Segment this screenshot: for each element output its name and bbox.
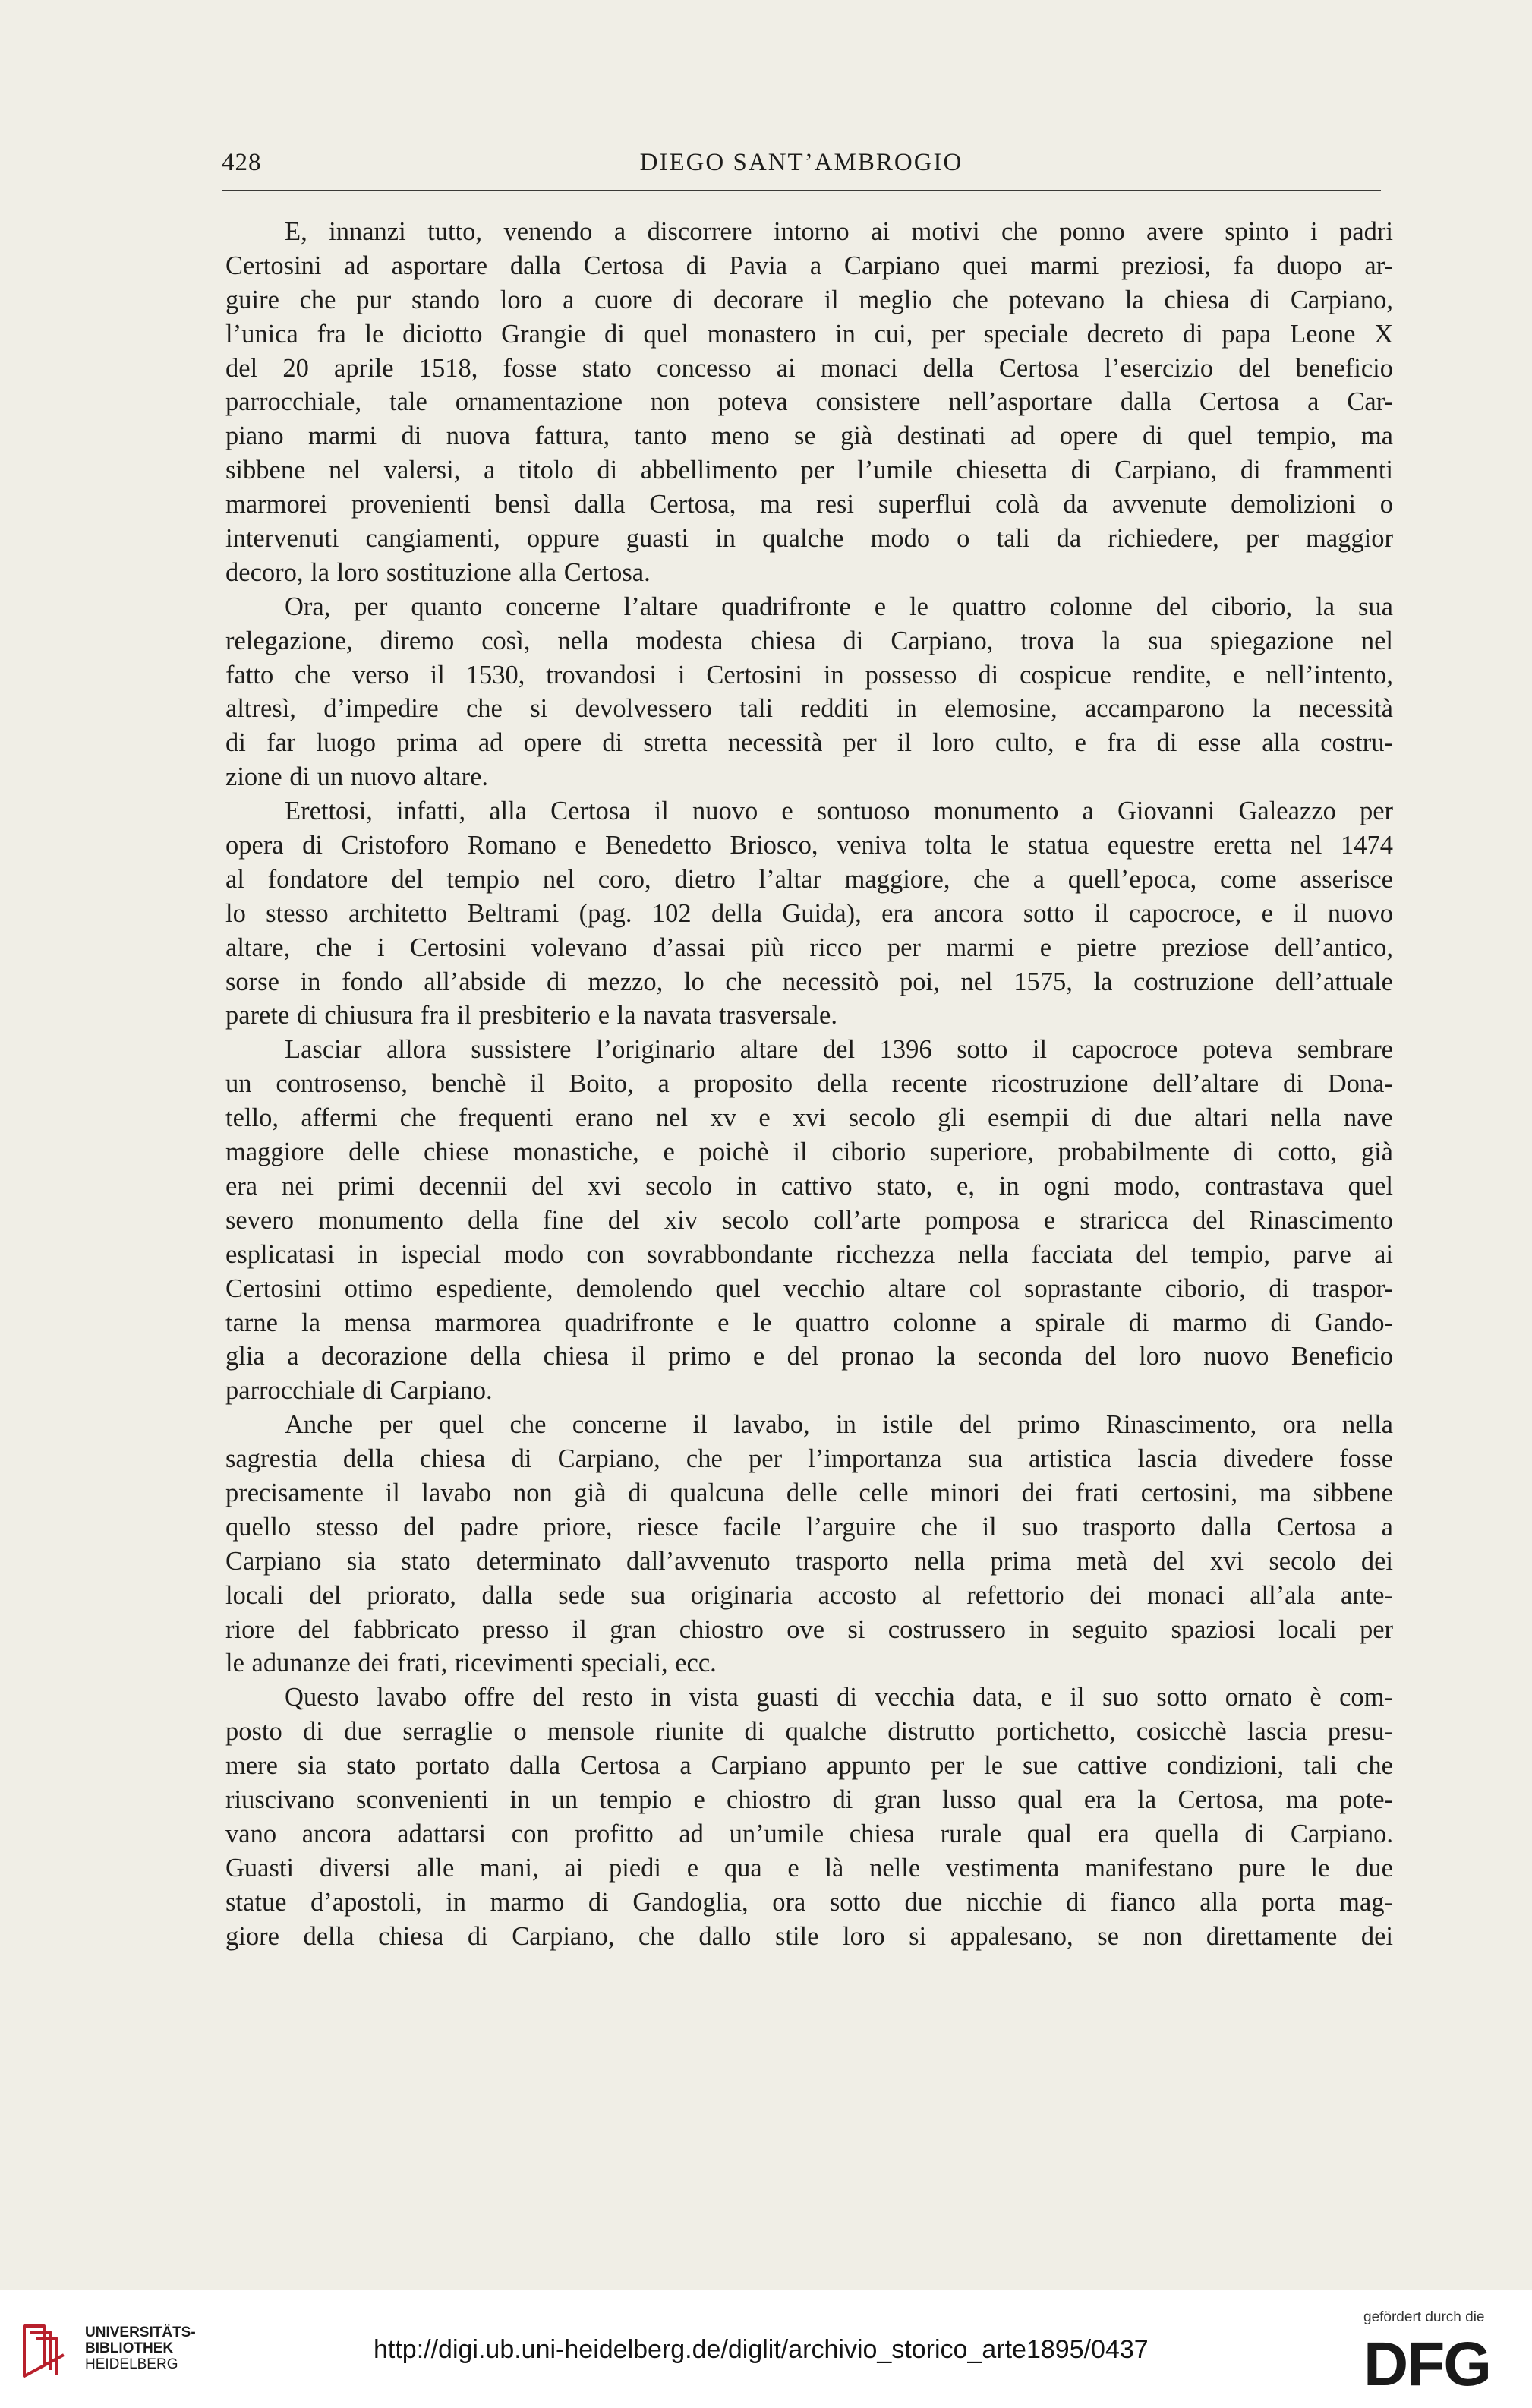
text-line: di far luogo prima ad opere di stretta necessità per il loro culto, e fra di esse alla costru-: [225, 728, 1393, 758]
text-line: piano marmi di nuova fattura, tanto meno se già destinati ad opere di quel tempio, ma: [225, 421, 1393, 451]
text-line: fatto che verso il 1530, trovandosi i Certosini in possesso di cospicue rendite, e nell’intento,: [225, 660, 1393, 690]
text-line: le adunanze dei frati, ricevimenti speciali, ecc.: [225, 1649, 717, 1678]
text-line: sorse in fondo all’abside di mezzo, lo che necessitò poi, nel 1575, la costruzione dell’attuale: [225, 967, 1393, 996]
text-line: quello stesso del padre priore, riesce facile l’arguire che il suo trasporto dalla Certosa a: [225, 1512, 1393, 1542]
text-line: maggiore delle chiese monastiche, e poichè il ciborio superiore, probabilmente di cotto, già: [225, 1138, 1393, 1167]
text-line: marmorei provenienti bensì dalla Certosa, ma resi superflui colà da avvenute demolizioni o: [225, 490, 1393, 519]
text-line: Questo lavabo offre del resto in vista guasti di vecchia data, e il suo sotto ornato è com-: [285, 1683, 1393, 1712]
text-line: parrocchiale di Carpiano.: [225, 1376, 493, 1406]
text-line: Certosini ad asportare dalla Certosa di Pavia a Carpiano quei marmi preziosi, fa duopo ar-: [225, 251, 1393, 280]
body-text: [225, 215, 1393, 1953]
text-line: vano ancora adattarsi con profitto ad un’umile chiesa rurale qual era quella di Carpiano.: [225, 1819, 1393, 1848]
footer-bar: [0, 2290, 1532, 2408]
text-line: guire che pur stando loro a cuore di decorare il meglio che potevano la chiesa di Carpiano,: [225, 285, 1393, 314]
funder-caption: gefördert durch die: [1363, 2309, 1485, 2325]
text-line: mere sia stato portato dalla Certosa a Carpiano appunto per le sue cattive condizioni, tali che: [225, 1751, 1393, 1781]
text-line: decoro, la loro sostituzione alla Certosa.: [225, 557, 651, 587]
library-name-line: HEIDELBERG: [85, 2356, 178, 2372]
text-line: riore del fabbricato presso il gran chiostro ove si costrussero in seguito spaziosi locali per: [225, 1614, 1393, 1644]
permalink-url[interactable]: http://digi.ub.uni-heidelberg.de/diglit/archivio_storico_arte1895/0437: [374, 2335, 1149, 2364]
text-line: l’unica fra le diciotto Grangie di quel monastero in cui, per speciale decreto di papa Leone X: [225, 319, 1393, 349]
text-line: parete di chiusura fra il presbiterio e la navata trasversale.: [225, 1001, 837, 1030]
library-name-line: BIBLIOTHEK: [85, 2340, 174, 2356]
text-line: Erettosi, infatti, alla Certosa il nuovo e sontuoso monumento a Giovanni Galeazzo per: [285, 797, 1393, 826]
text-line: riuscivano sconvenienti in un tempio e chiostro di gran lusso qual era la Certosa, ma pote-: [225, 1785, 1393, 1814]
dfg-logo-icon[interactable]: [1363, 2332, 1508, 2393]
page-number: 428: [222, 149, 262, 176]
text-line: Lasciar allora sussistere l’originario altare del 1396 sotto il capocroce poteva sembrare: [285, 1035, 1393, 1065]
text-line: sibbene nel valersi, a titolo di abbellimento per l’umile chiesetta di Carpiano, di frammenti: [225, 456, 1393, 485]
text-line: precisamente il lavabo non già di qualcuna delle celle minori dei frati certosini, ma sibbene: [225, 1478, 1393, 1507]
text-line: un controsenso, benchè il Boito, a proposito della recente ricostruzione dell’altare di Dona-: [225, 1069, 1393, 1099]
text-line: Carpiano sia stato determinato dall’avvenuto trasporto nella prima metà del xvi secolo dei: [225, 1546, 1393, 1576]
running-head: DIEGO SANT’AMBROGIO: [639, 149, 963, 176]
text-line: Ora, per quanto concerne l’altare quadrifronte e le quattro colonne del ciborio, la sua: [285, 592, 1393, 621]
text-line: altare, che i Certosini volevano d’assai più ricco per marmi e pietre preziose dell’antico,: [225, 933, 1393, 962]
text-line: parrocchiale, tale ornamentazione non poteva consistere nell’asportare dalla Certosa a Car-: [225, 387, 1393, 417]
text-line: locali del priorato, dalla sede sua originaria accosto al refettorio dei monaci all’ala ante-: [225, 1580, 1393, 1610]
text-line: tarne la mensa marmorea quadrifronte e le quattro colonne a spirale di marmo di Gando-: [225, 1308, 1393, 1337]
text-line: del 20 aprile 1518, fosse stato concesso ai monaci della Certosa l’esercizio del beneficio: [225, 353, 1393, 383]
library-name-line: UNIVERSITÄTS-: [85, 2324, 196, 2340]
text-line: relegazione, diremo così, nella modesta chiesa di Carpiano, trova la sua spiegazione nel: [225, 626, 1393, 655]
text-line: lo stesso architetto Beltrami (pag. 102 della Guida), era ancora sotto il capocroce, e il nuovo: [225, 898, 1393, 928]
text-line: esplicatasi in ispecial modo con sovrabbondante ricchezza nella facciata del tempio, parve ai: [225, 1239, 1393, 1269]
text-line: severo monumento della fine del xiv secolo coll’arte pomposa e straricca del Rinascimento: [225, 1205, 1393, 1235]
text-line: Guasti diversi alle mani, ai piedi e qua e là nelle vestimenta manifestano pure le due: [225, 1853, 1393, 1883]
text-line: tello, affermi che frequenti erano nel xv e xvi secolo gli esempii di due altari nella nave: [225, 1103, 1393, 1133]
text-line: altresì, d’impedire che si devolvessero tali redditi in elemosine, accamparono la necessità: [225, 694, 1393, 724]
text-line: opera di Cristoforo Romano e Benedetto Briosco, veniva tolta le statua equestre eretta nel 1474: [225, 831, 1393, 860]
dfg-logo-text: DFG: [1363, 2332, 1491, 2393]
text-line: posto di due serraglie o mensole riunite di qualche distrutto portichetto, cosicchè lascia presu-: [225, 1717, 1393, 1747]
text-line: sagrestia della chiesa di Carpiano, che per l’importanza sua artistica lascia divedere fosse: [225, 1444, 1393, 1474]
library-name[interactable]: [85, 2324, 196, 2372]
library-logo-icon[interactable]: [14, 2320, 76, 2382]
text-line: giore della chiesa di Carpiano, che dallo stile loro si appalesano, se non direttamente dei: [225, 1921, 1393, 1951]
page-header: [222, 144, 1381, 191]
text-line: statue d’apostoli, in marmo di Gandoglia, ora sotto due nicchie di fianco alla porta mag-: [225, 1887, 1393, 1917]
text-line: al fondatore del tempio nel coro, dietro l’altar maggiore, che a quell’epoca, come asserisce: [225, 864, 1393, 894]
text-line: E, innanzi tutto, venendo a discorrere intorno ai motivi che ponno avere spinto i padri: [285, 217, 1393, 246]
text-line: zione di un nuovo altare.: [225, 762, 489, 792]
text-line: intervenuti cangiamenti, oppure guasti in qualche modo o tali da richiedere, per maggior: [225, 524, 1393, 554]
text-line: Certosini ottimo espediente, demolendo quel vecchio altare col soprastante ciborio, di traspor-: [225, 1273, 1393, 1303]
text-line: Anche per quel che concerne il lavabo, in istile del primo Rinascimento, ora nella: [285, 1410, 1393, 1440]
text-line: era nei primi decennii del xvi secolo in cattivo stato, e, in ogni modo, contrastava quel: [225, 1171, 1393, 1201]
text-line: glia a decorazione della chiesa il primo e del pronao la seconda del loro nuovo Beneficio: [225, 1342, 1393, 1371]
